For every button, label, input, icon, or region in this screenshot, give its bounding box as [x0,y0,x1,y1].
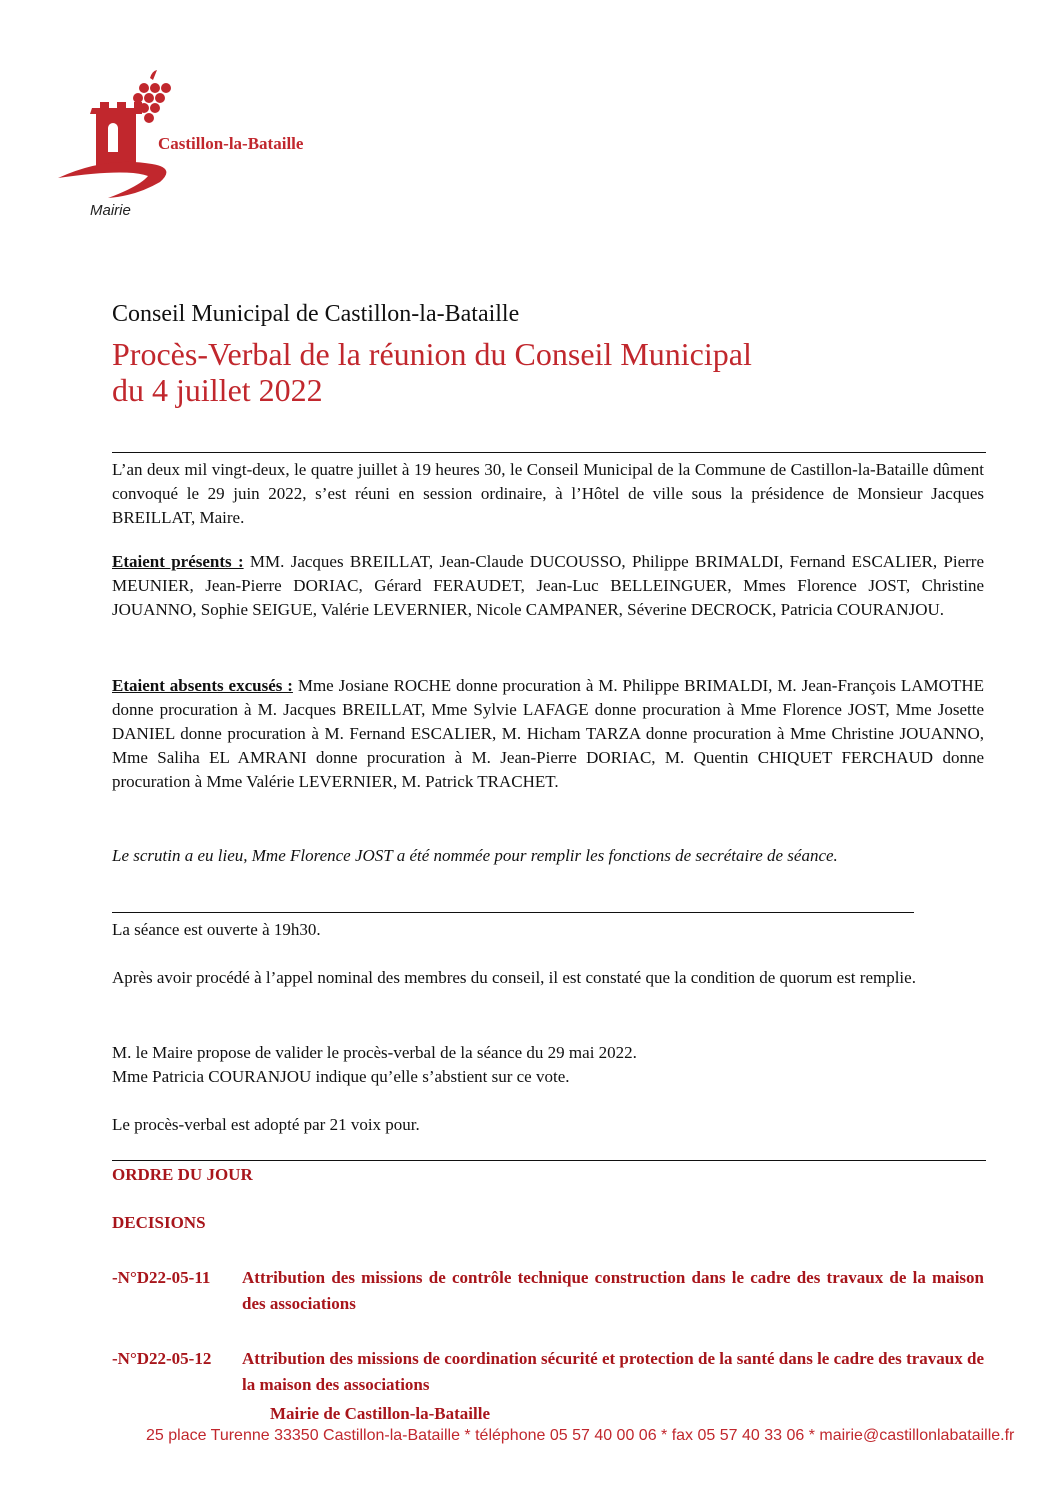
intro-paragraph: L’an deux mil vingt-deux, le quatre juillet à 19 heures 30, le Conseil Municipal de la Commune de Castillon-la-Bataille dûment convoqué le 29 juin 2022, s’est réuni en session ordinaire, à l’Hôtel de ville sous la présidence de Monsieur Jacques BREILLAT, Maire. [112,460,984,527]
quorum-paragraph: Après avoir procédé à l’appel nominal des membres du conseil, il est constaté que la condition de quorum est remplie. [112,968,916,987]
present-paragraph [112,550,984,622]
logo-town-name: Castillon-la-Bataille [158,134,304,153]
present-label: Etaient présents : [112,552,244,571]
scrutin-paragraph: Le scrutin a eu lieu, Mme Florence JOST a été nommée pour remplir les fonctions de secrétaire de séance. [112,846,838,865]
decision-number: -N°D22-05-11 [112,1268,211,1287]
footer-mairie-name: Mairie de Castillon-la-Bataille [269,1404,491,1423]
adoption-paragraph: Le procès-verbal est adopté par 21 voix pour. [112,1115,420,1134]
decision-number: -N°D22-05-12 [112,1349,212,1368]
agenda-divider [112,1160,986,1161]
logo-subtitle: Mairie [90,202,131,219]
present-list: MM. Jacques BREILLAT, Jean-Claude DUCOUSSO, Philippe BRIMALDI, Fernand ESCALIER, Pierre MEUNIER, Jean-Pierre DORIAC, Gérard FERAUDET, Jean-Luc BELLEINGUER, Mmes Florence JOST, Christine JOUANNO, Sophie SEIGUE, Valérie LEVERNIER, Nicole CAMPANER, Séverine DECROCK, Patricia COURANJOU. [112,552,984,619]
absent-paragraph [112,674,984,794]
council-title: Conseil Municipal de Castillon-la-Bataille [112,301,520,327]
decisions-heading: DECISIONS [112,1213,206,1232]
footer-contact-line: 25 place Turenne 33350 Castillon-la-Bataille * téléphone 05 57 40 00 06 * fax 05 57 40 33 06 * mairie@castillonlabataille.fr [146,1427,1015,1444]
agenda-heading: ORDRE DU JOUR [112,1165,253,1184]
validation-line-1: M. le Maire propose de valider le procès-verbal de la séance du 29 mai 2022. [112,1043,637,1062]
section-divider [112,912,914,913]
title-divider [112,452,986,453]
decision-text: Attribution des missions de coordination sécurité et protection de la santé dans le cadre des travaux de la maison des associations [242,1349,984,1394]
absent-list: Mme Josiane ROCHE donne procuration à M. Philippe BRIMALDI, M. Jean-François LAMOTHE donne procuration à M. Jacques BREILLAT, Mme Sylvie LAFAGE donne procuration à Mme Florence JOST, Mme Josette DANIEL donne procuration à M. Fernand ESCALIER, M. Hicham TARZA donne procuration à Mme Christine JOUANNO, Mme Saliha EL AMRANI donne procuration à M. Jean-Pierre DORIAC, M. Quentin CHIQUET FERCHAUD donne procuration à Mme Valérie LEVERNIER, M. Patrick TRACHET. [112,676,984,791]
absent-label: Etaient absents excusés : [112,676,293,695]
decision-item [112,1265,984,1317]
opening-paragraph: La séance est ouverte à 19h30. [112,920,321,939]
document-title: Procès-Verbal de la réunion du Conseil Municipal [112,336,752,372]
decision-item [112,1346,984,1398]
document-date: du 4 juillet 2022 [112,372,323,408]
decision-text: Attribution des missions de contrôle technique construction dans le cadre des travaux de la maison des associations [242,1268,984,1313]
validation-line-2: Mme Patricia COURANJOU indique qu’elle s’abstient sur ce vote. [112,1067,570,1086]
